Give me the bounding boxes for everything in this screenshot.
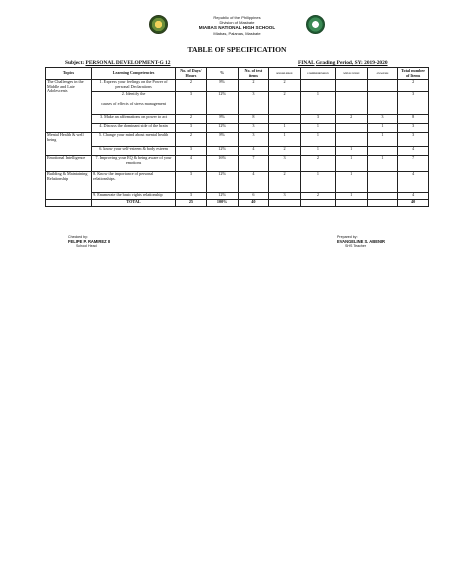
division-seal-icon [306, 15, 325, 34]
prepared-by-block [337, 235, 385, 249]
comprehension-cell: 1 [300, 147, 335, 156]
total-cell: 4 [398, 172, 429, 193]
items-cell: 3 [238, 124, 269, 133]
competency-cell: 5. Change your mind about mental health [92, 133, 176, 147]
total-number: 40 [398, 200, 429, 207]
comprehension-cell: 1 [300, 133, 335, 147]
table-header-row [46, 68, 429, 80]
page-title: TABLE OF SPECIFICATION [187, 45, 287, 54]
application-cell [335, 80, 367, 92]
checked-name: FELIPE P. RAMIREZ II [68, 238, 111, 244]
header-knowledge: KNOWLEDGE [269, 68, 301, 80]
days-cell: 2 [176, 80, 207, 92]
total-empty-cell [269, 200, 301, 207]
period-value: Grading Period, SY: 2019-2020 [315, 60, 388, 66]
analysis-cell [367, 147, 398, 156]
application-cell: 1 [335, 156, 367, 172]
percent-cell: 12% [206, 124, 238, 133]
application-cell: 2 [335, 115, 367, 124]
checked-by-block [68, 235, 110, 249]
school-seal-icon [149, 15, 168, 34]
percent-cell: 8% [206, 80, 238, 92]
competency-cell: 4. Discuss the dominant side of the brain [92, 124, 176, 133]
knowledge-cell: 2 [269, 172, 301, 193]
percent-cell: 8% [206, 133, 238, 147]
total-empty-cell [367, 200, 398, 207]
application-cell: 1 [335, 147, 367, 156]
items-cell: 7 [238, 156, 269, 172]
comprehension-cell: 2 [300, 156, 335, 172]
total-row [46, 200, 429, 207]
total-cell: 3 [398, 133, 429, 147]
comprehension-cell: 1 [300, 124, 335, 133]
analysis-cell: 3 [367, 115, 398, 124]
knowledge-cell: 3 [269, 193, 301, 200]
days-cell: 3 [176, 147, 207, 156]
competency-cell: 6. know your self-esteem & body esteem [92, 147, 176, 156]
total-cell: 3 [398, 92, 429, 115]
knowledge-cell: 2 [269, 92, 301, 115]
days-cell: 3 [176, 193, 207, 200]
analysis-cell [367, 193, 398, 200]
percent-cell: 8% [206, 115, 238, 124]
days-cell: 2 [176, 133, 207, 147]
header-application: APPLICATION [335, 68, 367, 80]
knowledge-cell: 1 [269, 133, 301, 147]
items-cell: 4 [238, 172, 269, 193]
header-days: No. of Days/ Hours [176, 68, 207, 80]
checked-label: Checked by: [68, 235, 88, 239]
analysis-cell [367, 92, 398, 115]
topic-cell: Building & Maintaining Relationship [46, 172, 92, 200]
days-cell: 3 [176, 92, 207, 115]
topic-cell: The Challenges in the Middle and Late Adolescents [46, 80, 92, 133]
topic-cell: Mental Health & well being [46, 133, 92, 156]
comprehension-cell: 2 [300, 193, 335, 200]
table-row [46, 80, 429, 92]
competency-line: 2. Identify the [121, 91, 146, 96]
knowledge-cell: 2 [269, 147, 301, 156]
comprehension-cell [300, 80, 335, 92]
table-row [46, 133, 429, 147]
header-percent: % [206, 68, 238, 80]
total-items: 40 [238, 200, 269, 207]
total-days: 25 [176, 200, 207, 207]
items-cell: 4 [238, 147, 269, 156]
comprehension-cell: 1 [300, 172, 335, 193]
table-row [46, 193, 429, 200]
percent-cell: 12% [206, 193, 238, 200]
comprehension-cell: 3 [300, 115, 335, 124]
total-cell: 3 [398, 124, 429, 133]
school-address: Miabas, Palanas, Masbate [213, 30, 261, 36]
competency-cell [92, 92, 176, 115]
competency-cell: 3. Make an affirmations on power to act [92, 115, 176, 124]
knowledge-cell: 2 [269, 80, 301, 92]
header-total: Total number of Items [398, 68, 429, 80]
competency-cell: 8. Know the importance of personal relationships. [92, 172, 176, 193]
header-comprehension: COMPREHENSION [300, 68, 335, 80]
competency-cell: 7. Improving your EQ & being aware of your emotions [92, 156, 176, 172]
subject-info [65, 60, 170, 66]
republic-line: Republic of the Philippines [213, 15, 261, 20]
analysis-cell [367, 80, 398, 92]
application-cell: 1 [335, 172, 367, 193]
checked-position: School Head [76, 244, 97, 249]
items-cell: 2 [238, 80, 269, 92]
total-empty-cell [335, 200, 367, 207]
total-empty-cell [46, 200, 92, 207]
topic-cell: Emotional Intelligence [46, 156, 92, 172]
table-row [46, 115, 429, 124]
percent-cell: 12% [206, 147, 238, 156]
total-cell: 2 [398, 80, 429, 92]
percent-cell: 12% [206, 172, 238, 193]
items-cell: 3 [238, 133, 269, 147]
items-cell: 3 [238, 92, 269, 115]
table-row [46, 92, 429, 115]
percent-cell: 12% [206, 92, 238, 115]
table-row [46, 156, 429, 172]
division-line: Division of Masbate [219, 20, 255, 26]
period-info [298, 60, 388, 66]
total-cell: 4 [398, 147, 429, 156]
school-name: MIABAS NATIONAL HIGH SCHOOL [198, 25, 276, 31]
total-empty-cell [300, 200, 335, 207]
analysis-cell: 1 [367, 124, 398, 133]
total-cell: 8 [398, 115, 429, 124]
knowledge-cell [269, 115, 301, 124]
competency-line: causes of effects of stress management [101, 100, 167, 106]
application-cell: 1 [335, 193, 367, 200]
prepared-label: Prepared by: [337, 235, 358, 239]
percent-cell: 16% [206, 156, 238, 172]
knowledge-cell: 3 [269, 156, 301, 172]
subject-label: Subject: [65, 60, 85, 66]
table-row [46, 172, 429, 193]
analysis-cell: 1 [367, 156, 398, 172]
application-cell [335, 92, 367, 115]
competency-cell: 9. Enumerate the basic rights relationship [92, 193, 176, 200]
items-cell: 8 [238, 115, 269, 124]
subject-value: PERSONAL DEVELOPMENT-G 12 [85, 60, 171, 66]
table-row [46, 147, 429, 156]
analysis-cell: 1 [367, 133, 398, 147]
specification-table [45, 67, 429, 207]
days-cell: 2 [176, 115, 207, 124]
days-cell: 3 [176, 124, 207, 133]
total-cell: 4 [398, 193, 429, 200]
prepared-position: SHS Teacher [345, 244, 367, 249]
competency-cell: 1. Express your feelings on the Power of personal Declarations [92, 80, 176, 92]
days-cell: 4 [176, 156, 207, 172]
days-cell: 3 [176, 172, 207, 193]
total-label: TOTAL [92, 200, 176, 207]
period-label: FINAL [298, 60, 315, 66]
letterhead [170, 15, 304, 36]
total-percent: 100% [206, 200, 238, 207]
header-competencies: Learning Competencies [92, 68, 176, 80]
prepared-name: EVANGELINE S. ABENIR [337, 238, 385, 244]
application-cell [335, 133, 367, 147]
table-row [46, 124, 429, 133]
header-analysis: ANALYSIS [367, 68, 398, 80]
header-items: No. of test items [238, 68, 269, 80]
total-cell: 7 [398, 156, 429, 172]
comprehension-cell: 1 [300, 92, 335, 115]
analysis-cell [367, 172, 398, 193]
knowledge-cell: 1 [269, 124, 301, 133]
header-topics: Topics [46, 68, 92, 80]
items-cell: 6 [238, 193, 269, 200]
application-cell [335, 124, 367, 133]
